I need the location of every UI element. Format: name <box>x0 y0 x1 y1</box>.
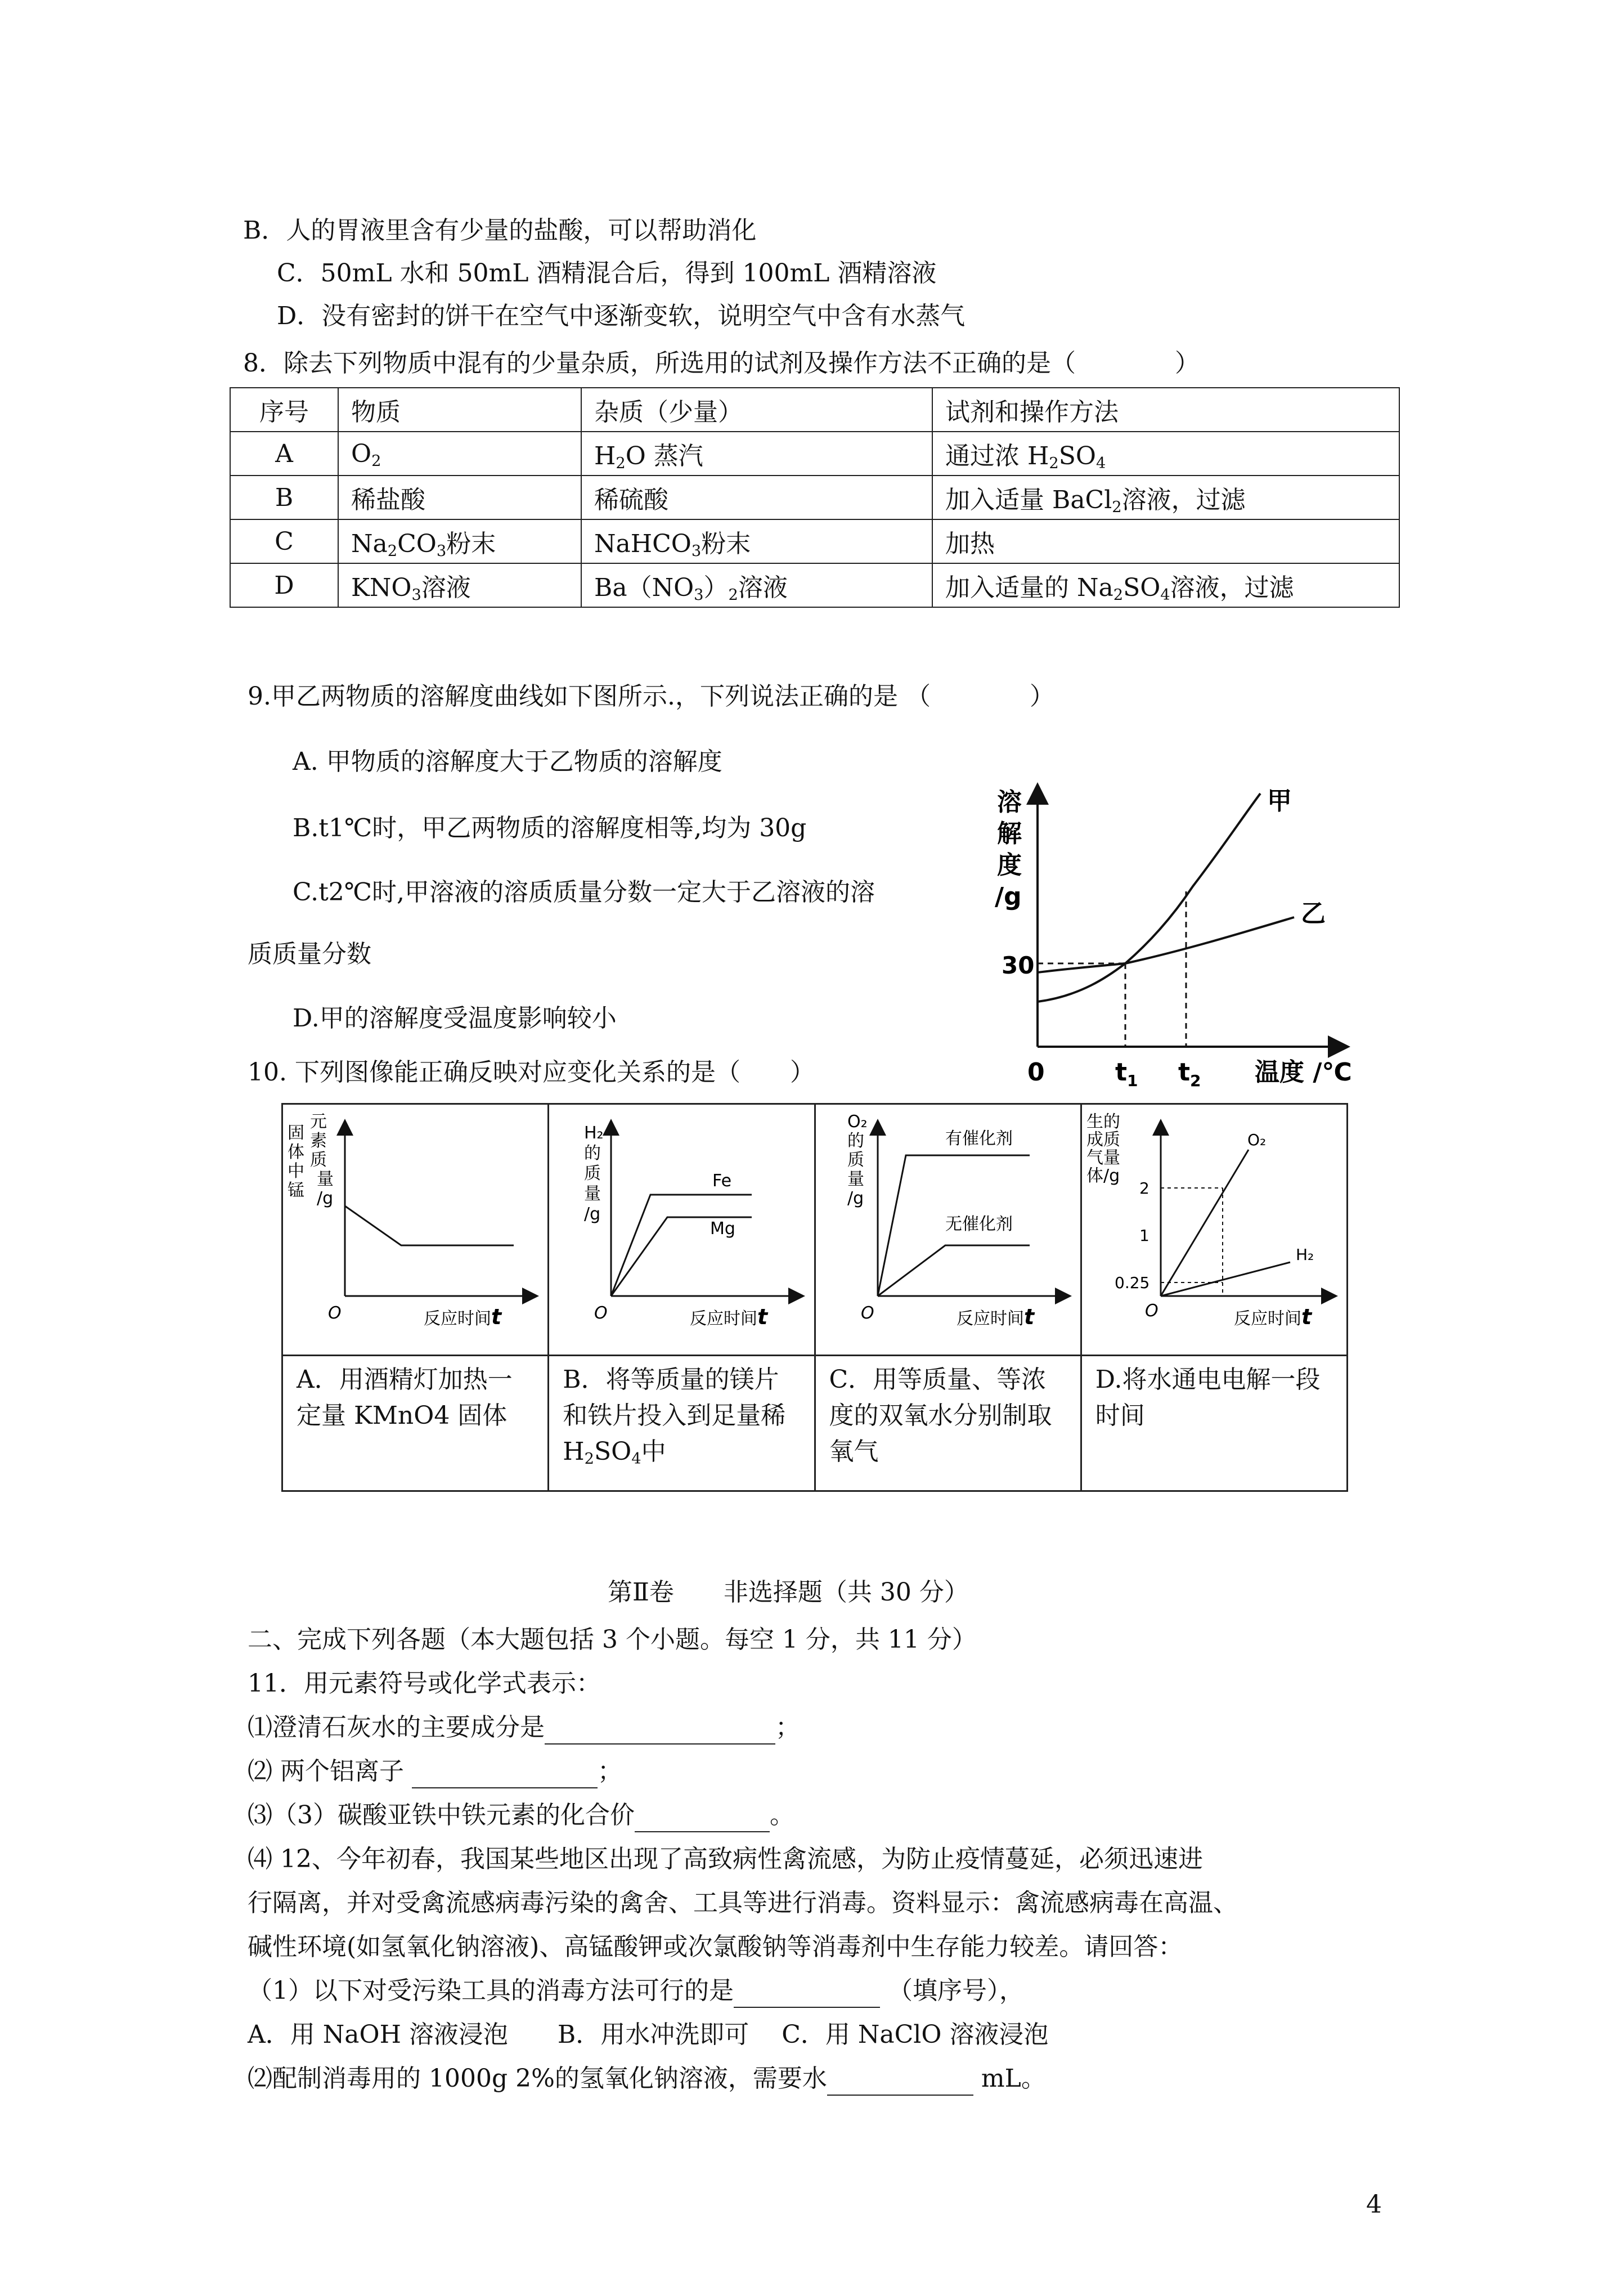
answer-blank[interactable] <box>734 1982 880 2008</box>
q12-options: A．用 NaOH 溶液浸泡 B．用水冲洗即可 C．用 NaClO 溶液浸泡 <box>248 2020 1049 2049</box>
q11-item-1: ⑴澄清石灰水的主要成分是 ； <box>248 1711 800 1745</box>
y-axis-label: 溶解度/g <box>995 788 1022 911</box>
q12-item-1: （1）以下对受污染工具的消毒方法可行的是 （填序号）， <box>248 1974 1024 2008</box>
q12-paragraph-line-3: 碱性环境(如氢氧化钠溶液)、高锰酸钾或次氯酸钠等消毒剂中生存能力较差。请回答： <box>248 1932 1183 1961</box>
origin-label: O <box>1144 1301 1159 1321</box>
table-cell: 加入适量 BaCl$_2$溶液，过滤 <box>932 476 1399 519</box>
graph-row <box>282 1104 1348 1356</box>
y-tick-2: 2 <box>1139 1179 1149 1198</box>
q10-stem: 10. 下列图像能正确反映对应变化关系的是（ ） <box>248 1058 815 1087</box>
series-label-without-catalyst: 无催化剂 <box>945 1214 1013 1234</box>
q10-table <box>281 1103 1348 1492</box>
table-header-row <box>230 388 1399 432</box>
x-axis-label: 温度 /℃ <box>1255 1058 1352 1087</box>
description-a: A．用酒精灯加热一定量 KMnO4 固体 <box>282 1356 549 1491</box>
table-header: 试剂和操作方法 <box>932 388 1399 432</box>
table-cell: $KNO_3$溶液 <box>338 563 581 607</box>
q9-option-a: A. 甲物质的溶解度大于乙物质的溶解度 <box>293 747 722 776</box>
q11-item-2: ⑵ 两个铝离子 ； <box>248 1755 622 1788</box>
table-cell: C <box>230 519 338 563</box>
table-row <box>230 476 1399 519</box>
graph-a <box>283 1105 547 1352</box>
q7-option-c: C．50mL 水和 50mL 酒精混合后，得到 100mL 酒精溶液 <box>277 259 937 288</box>
x-label: 反应时间t <box>690 1304 768 1329</box>
section-heading: 二、完成下列各题（本大题包括 3 个小题。每空 1 分，共 11 分） <box>248 1625 977 1654</box>
series-label-fe: Fe <box>712 1171 732 1191</box>
x-tick-t1: $t_1$ <box>1115 1058 1138 1090</box>
answer-blank[interactable] <box>545 1719 775 1745</box>
q7-option-d: D．没有密封的饼干在空气中逐渐变软，说明空气中含有水蒸气 <box>277 302 966 330</box>
origin-label: 0 <box>1027 1058 1045 1087</box>
curve-yi <box>1038 917 1294 972</box>
y-tick-1: 1 <box>1139 1226 1149 1245</box>
answer-blank[interactable] <box>827 2070 973 2096</box>
q12-paragraph-line-2: 行隔离，并对受禽流感病毒污染的禽舍、工具等进行消毒。资料显示：禽流感病毒在高温、 <box>248 1889 1238 1917</box>
q9-option-c-continued: 质质量分数 <box>248 940 371 968</box>
y-label: 元素质量/g <box>310 1112 334 1208</box>
graph-cell-d <box>1081 1104 1347 1356</box>
table-cell: 加入适量的 $Na_2SO_4$溶液，过滤 <box>932 563 1399 607</box>
q11-stem: 11．用元素符号或化学式表示： <box>248 1669 601 1698</box>
y-label: H₂ 的质量/g <box>584 1123 604 1224</box>
solubility-graph <box>979 782 1384 1097</box>
x-tick-t2: $t_2$ <box>1178 1058 1201 1090</box>
table-cell: $O_2$ <box>338 432 581 476</box>
series-label-o2: O₂ <box>1247 1131 1267 1149</box>
table-cell: 通过浓 $H_2SO_4$ <box>932 432 1399 476</box>
series-label-jia: 甲 <box>1267 787 1292 815</box>
graph-cell-a <box>282 1104 549 1356</box>
series-label-mg: Mg <box>710 1219 736 1239</box>
q9-option-c: C.t2℃时,甲溶液的溶质质量分数一定大于乙溶液的溶 <box>293 878 875 907</box>
answer-blank[interactable] <box>635 1806 770 1832</box>
origin-label: O <box>328 1303 342 1323</box>
table-cell: 稀硫酸 <box>581 476 932 519</box>
y-label-left: 固体中锰 <box>288 1123 304 1200</box>
graph-b <box>549 1105 814 1352</box>
graph-c <box>816 1105 1080 1352</box>
table-cell: A <box>230 432 338 476</box>
curve-jia <box>1038 793 1260 1002</box>
q11-item-3: ⑶（3）碳酸亚铁中铁元素的化合价 。 <box>248 1799 794 1832</box>
table-cell: $Na_2CO_3$粉末 <box>338 519 581 563</box>
table-header: 杂质（少量） <box>581 388 932 432</box>
x-label: 反应时间t <box>956 1304 1034 1329</box>
description-row <box>282 1356 1348 1491</box>
graph-cell-c <box>815 1104 1081 1356</box>
description-d: D.将水通电电解一段时间 <box>1081 1356 1347 1491</box>
page-number: 4 <box>1366 2190 1382 2219</box>
x-label: 反应时间t <box>1233 1304 1312 1329</box>
table-cell: D <box>230 563 338 607</box>
y-tick-0-25: 0.25 <box>1114 1273 1150 1292</box>
q12-item-2: ⑵配制消毒用的 1000g 2%的氢氧化钠溶液，需要水 mL。 <box>248 2062 1046 2096</box>
table-row <box>230 563 1399 607</box>
answer-blank[interactable] <box>412 1763 598 1788</box>
description-b: B．将等质量的镁片和铁片投入到足量稀 $H_2SO_4$中 <box>549 1356 815 1491</box>
q9-option-d: D.甲的溶解度受温度影响较小 <box>293 1004 617 1033</box>
table-cell: B <box>230 476 338 519</box>
graph-d <box>1082 1105 1346 1352</box>
x-label: 反应时间t <box>424 1304 502 1329</box>
q8-stem: 8．除去下列物质中混有的少量杂质，所选用的试剂及操作方法不正确的是（ ） <box>243 349 1200 378</box>
table-header: 序号 <box>230 388 338 432</box>
y-tick-30: 30 <box>1002 952 1035 979</box>
q7-option-b: B．人的胃液里含有少量的盐酸，可以帮助消化 <box>243 216 757 245</box>
y-label: O₂ 的质量/g <box>847 1112 868 1208</box>
table-cell: $Ba(NO_3)_2$溶液 <box>581 563 932 607</box>
description-c: C．用等质量、等浓度的双氧水分别制取氧气 <box>815 1356 1081 1491</box>
series-label-yi: 乙 <box>1301 899 1326 928</box>
table-cell: 加热 <box>932 519 1399 563</box>
table-cell: NaHCO$_3$粉末 <box>581 519 932 563</box>
series-label-with-catalyst: 有催化剂 <box>945 1129 1013 1149</box>
graph-cell-b <box>549 1104 815 1356</box>
y-label: 生的成质气量体/g <box>1086 1112 1120 1186</box>
origin-label: O <box>860 1303 874 1323</box>
q8-table <box>230 387 1400 608</box>
series-label-h2: H₂ <box>1295 1245 1314 1264</box>
q9-option-b: B.t1℃时，甲乙两物质的溶解度相等,均为 30g <box>293 814 807 842</box>
table-cell: 稀盐酸 <box>338 476 581 519</box>
q9-stem: 9.甲乙两物质的溶解度曲线如下图所示.，下列说法正确的是 （ ） <box>248 682 1054 711</box>
table-cell: $H_2O$ 蒸汽 <box>581 432 932 476</box>
part2-title: 第Ⅱ卷 非选择题（共 30 分） <box>608 1578 969 1607</box>
table-row <box>230 519 1399 563</box>
origin-label: O <box>594 1303 608 1323</box>
table-header: 物质 <box>338 388 581 432</box>
table-row <box>230 432 1399 476</box>
q12-paragraph-line-1: ⑷ 12、今年初春，我国某些地区出现了高致病性禽流感，为防止疫情蔓延，必须迅速进 <box>248 1845 1203 1873</box>
